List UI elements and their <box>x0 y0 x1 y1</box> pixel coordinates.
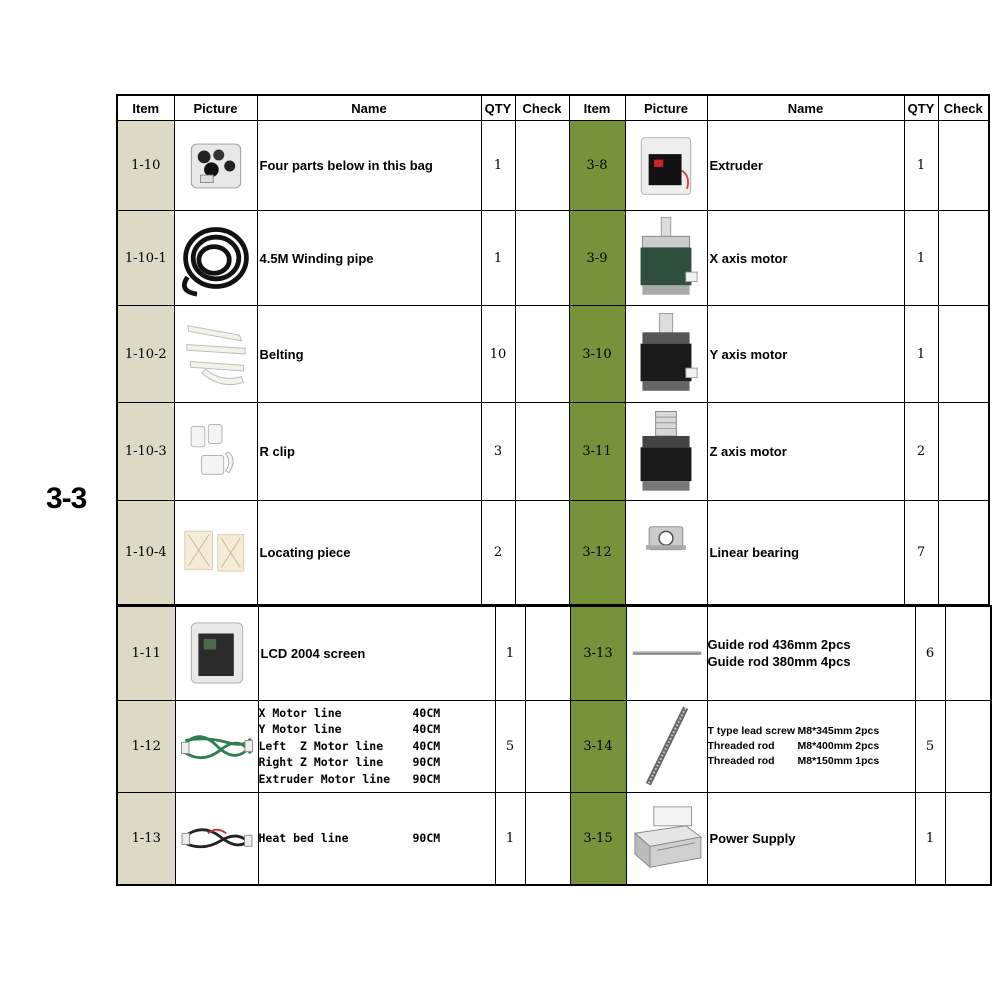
item-name: X axis motor <box>707 211 904 306</box>
header-picture: Picture <box>625 95 707 121</box>
header-item: Item <box>569 95 625 121</box>
item-name: Y axis motor <box>707 306 904 403</box>
item-qty: 1 <box>481 211 515 306</box>
check-cell[interactable] <box>515 403 569 501</box>
item-qty: 6 <box>915 606 945 700</box>
parts-table-bottom <box>116 605 992 886</box>
table-row <box>117 403 989 501</box>
check-cell[interactable] <box>525 792 570 885</box>
header-item: Item <box>117 95 174 121</box>
table-row <box>117 606 991 700</box>
stepper-motor-icon <box>633 215 699 301</box>
check-cell[interactable] <box>525 606 570 700</box>
parts-bag-icon <box>184 138 248 194</box>
motor-cables-icon <box>179 718 255 774</box>
screw-line: T type lead screw M8*345mm 2pcs <box>707 724 880 737</box>
item-qty: 1 <box>481 121 515 211</box>
winding-pipe-icon <box>178 218 254 298</box>
check-cell[interactable] <box>515 306 569 403</box>
item-qty: 7 <box>904 501 938 605</box>
check-cell[interactable] <box>945 700 991 792</box>
item-name: Locating piece <box>257 501 481 605</box>
heat-bed-cable-icon <box>180 815 254 861</box>
item-number: 1-12 <box>117 700 175 792</box>
cable-line: Extruder Motor line 90CM <box>258 771 441 786</box>
page-label: 3-3 <box>46 482 87 515</box>
item-number: 3-8 <box>569 121 625 211</box>
item-qty: 5 <box>915 700 945 792</box>
item-number: 1-13 <box>117 792 175 885</box>
item-number: 1-10-4 <box>117 501 174 605</box>
stepper-motor-icon <box>633 311 699 397</box>
table-row <box>117 306 989 403</box>
header-picture: Picture <box>174 95 257 121</box>
header-name: Name <box>707 95 904 121</box>
cable-line: X Motor line 40CM <box>258 705 441 720</box>
r-clip-icon <box>186 417 246 487</box>
item-qty: 2 <box>904 403 938 501</box>
item-number: 3-10 <box>569 306 625 403</box>
locating-piece-icon <box>181 526 251 578</box>
item-qty: 1 <box>495 792 525 885</box>
item-name: R clip <box>257 403 481 501</box>
table-row <box>117 211 989 306</box>
item-qty: 1 <box>904 211 938 306</box>
extruder-icon <box>634 134 698 198</box>
item-qty: 5 <box>495 700 525 792</box>
check-cell[interactable] <box>515 121 569 211</box>
check-cell[interactable] <box>515 501 569 605</box>
item-number: 1-11 <box>117 606 175 700</box>
check-cell[interactable] <box>945 606 991 700</box>
item-number: 1-10-1 <box>117 211 174 306</box>
cable-line: Right Z Motor line 90CM <box>258 755 441 770</box>
check-cell[interactable] <box>525 700 570 792</box>
table-row <box>117 501 989 605</box>
cable-line: Heat bed line 90CM <box>258 831 441 845</box>
item-qty: 1 <box>495 606 525 700</box>
check-cell[interactable] <box>938 211 989 306</box>
check-cell[interactable] <box>938 306 989 403</box>
check-cell[interactable] <box>515 211 569 306</box>
item-number: 1-10-2 <box>117 306 174 403</box>
lead-screw-icon <box>639 704 695 788</box>
item-name: Z axis motor <box>707 403 904 501</box>
item-number: 1-10-3 <box>117 403 174 501</box>
guide-rod-line: Guide rod 380mm 4pcs <box>707 654 851 670</box>
header-check: Check <box>938 95 989 121</box>
check-cell[interactable] <box>945 792 991 885</box>
screw-line: Threaded rod M8*400mm 2pcs <box>707 739 880 752</box>
item-qty: 1 <box>915 792 945 885</box>
parts-table-top <box>116 94 990 606</box>
linear-bearing-icon <box>643 523 689 555</box>
item-name: Power Supply <box>707 792 915 885</box>
item-number: 3-13 <box>570 606 626 700</box>
header-name: Name <box>257 95 481 121</box>
item-name: Belting <box>257 306 481 403</box>
item-number: 3-11 <box>569 403 625 501</box>
item-qty: 10 <box>481 306 515 403</box>
item-name: LCD 2004 screen <box>258 606 495 700</box>
item-qty: 3 <box>481 403 515 501</box>
item-name: Linear bearing <box>707 501 904 605</box>
table-row <box>117 792 991 885</box>
check-cell[interactable] <box>938 403 989 501</box>
header-check: Check <box>515 95 569 121</box>
cable-line: Left Z Motor line 40CM <box>258 738 441 753</box>
check-cell[interactable] <box>938 121 989 211</box>
guide-rod-line: Guide rod 436mm 2pcs <box>707 637 851 653</box>
power-supply-icon <box>629 805 705 871</box>
stepper-motor-coupler-icon <box>633 409 699 495</box>
lcd-screen-icon <box>186 617 248 689</box>
item-number: 3-12 <box>569 501 625 605</box>
item-name: Four parts below in this bag <box>257 121 481 211</box>
table-row <box>117 700 991 792</box>
item-qty: 1 <box>904 121 938 211</box>
item-number: 3-15 <box>570 792 626 885</box>
check-cell[interactable] <box>938 501 989 605</box>
header-row <box>117 95 989 121</box>
table-row <box>117 121 989 211</box>
cable-ties-icon <box>183 314 249 394</box>
item-qty: 2 <box>481 501 515 605</box>
item-number: 3-14 <box>570 700 626 792</box>
item-number: 1-10 <box>117 121 174 211</box>
item-qty: 1 <box>904 306 938 403</box>
item-number: 3-9 <box>569 211 625 306</box>
screw-line: Threaded rod M8*150mm 1pcs <box>707 754 880 767</box>
guide-rod-icon <box>631 644 703 662</box>
item-name: 4.5M Winding pipe <box>257 211 481 306</box>
header-qty: QTY <box>904 95 938 121</box>
item-name: Extruder <box>707 121 904 211</box>
header-qty: QTY <box>481 95 515 121</box>
cable-line: Y Motor line 40CM <box>258 722 441 737</box>
